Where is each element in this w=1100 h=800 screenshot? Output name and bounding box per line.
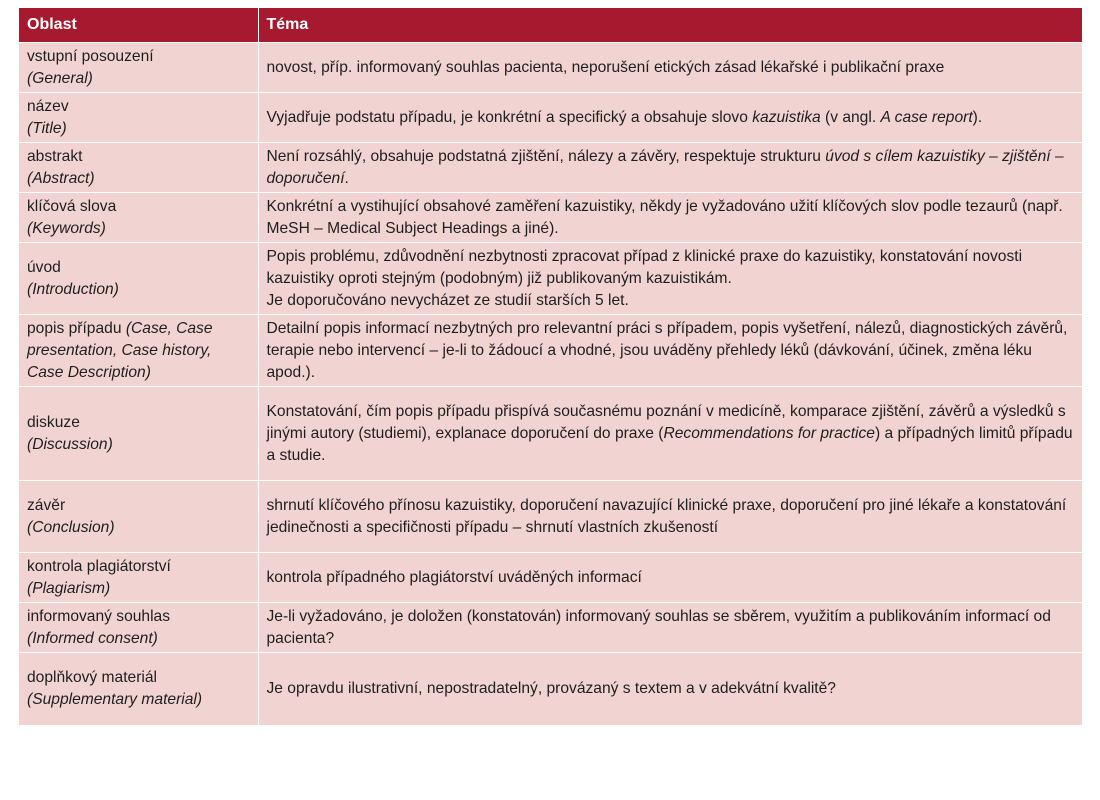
topic-text: Konkrétní a vystihující obsahové zaměření kazuistiky, někdy je vyžadováno užití klíčových slov podle tezaurů (např. MeSH – Medical Subject Headings a jiné).: [266, 197, 1063, 237]
area-cell: [19, 93, 258, 143]
area-name-en: (Plagiarism): [27, 579, 111, 597]
area-name-en: (Title): [27, 119, 67, 137]
area-name-en: (Abstract): [27, 169, 95, 187]
topic-cell: [258, 653, 1082, 725]
table-row: [19, 653, 1082, 725]
area-name-cz: popis případu: [27, 319, 122, 337]
table-row: [19, 43, 1082, 93]
table-body: [19, 43, 1082, 725]
area-name-en: (Informed consent): [27, 629, 158, 647]
topic-cell: [258, 143, 1082, 193]
area-name-cz: kontrola plagiátorství: [27, 557, 171, 575]
topic-text: ).: [972, 108, 983, 126]
area-name-cz: informovaný souhlas: [27, 607, 171, 625]
topic-text: kontrola případného plagiátorství uváděných informací: [266, 568, 642, 586]
topic-cell: [258, 243, 1082, 315]
area-cell: [19, 553, 258, 603]
area-cell: [19, 653, 258, 725]
area-name-en: (Conclusion): [27, 518, 115, 536]
topic-text-italic: kazuistika: [752, 108, 821, 126]
topic-text: ) a případných limitů případu a studie.: [266, 424, 1073, 464]
area-cell: [19, 243, 258, 315]
topic-text: shrnutí klíčového přínosu kazuistiky, doporučení navazující klinické praxe, doporučení pro jiné lékaře a konstatování jedinečnosti a specifičnosti případu – shrnutí vlastních zkušeností: [266, 496, 1067, 536]
table-header-row: [19, 8, 1082, 43]
topic-cell: [258, 93, 1082, 143]
topic-text-italic: úvod s cílem kazuistiky – zjištění – doporučení: [266, 147, 1064, 187]
topic-text: Není rozsáhlý, obsahuje podstatná zjištění, nálezy a závěry, respektuje strukturu: [266, 147, 826, 165]
header-tema: Téma: [258, 8, 1082, 43]
topic-text: .: [344, 169, 349, 187]
topic-text: Vyjadřuje podstatu případu, je konkrétní a specifický a obsahuje slovo: [266, 108, 753, 126]
topic-text-italic: A case report: [880, 108, 973, 126]
area-name-cz: úvod: [27, 258, 61, 276]
topic-text: novost, příp. informovaný souhlas pacienta, neporušení etických zásad lékařské i publikační praxe: [266, 58, 945, 76]
area-name-cz: klíčová slova: [27, 197, 117, 215]
area-name-cz: doplňkový materiál: [27, 668, 158, 686]
table-row: [19, 603, 1082, 653]
topic-cell: [258, 603, 1082, 653]
table-row: [19, 93, 1082, 143]
area-name-en: (Discussion): [27, 435, 113, 453]
area-cell: [19, 193, 258, 243]
area-cell: [19, 387, 258, 481]
area-cell: [19, 43, 258, 93]
topic-text: Je-li vyžadováno, je doložen (konstatován) informovaný souhlas se sběrem, využitím a publikováním informací od pacienta?: [266, 607, 1051, 647]
area-cell: [19, 481, 258, 553]
table-row: [19, 193, 1082, 243]
topic-cell: [258, 387, 1082, 481]
topic-cell: [258, 193, 1082, 243]
topic-cell: [258, 43, 1082, 93]
topic-text: Je opravdu ilustrativní, nepostradatelný, provázaný s textem a v adekvátní kvalitě?: [266, 679, 836, 697]
topic-text: Popis problému, zdůvodnění nezbytnosti zpracovat případ z klinické praxe do kazuistiky, konstatování novosti kazuistiky oproti stejným (podobným) již publikovaným kazuistikám.: [266, 247, 1023, 287]
topic-text: Konstatování, čím popis případu přispívá současnému poznání v medicíně, komparace zjištění, závěrů a výsledků s jinými autory (studiemi), explanace doporučení do praxe (: [266, 402, 1066, 442]
area-name-en: (Case, Case presentation, Case history, Case Description): [27, 319, 213, 381]
area-name-en: (Introduction): [27, 280, 119, 298]
area-name-cz: název: [27, 97, 69, 115]
table-row: [19, 243, 1082, 315]
area-cell: [19, 143, 258, 193]
topic-text: (v angl.: [820, 108, 881, 126]
topic-text: Detailní popis informací nezbytných pro relevantní práci s případem, popis vyšetření, nálezů, diagnostických závěrů, terapie nebo intervencí – je-li to žádoucí a vhodné, jsou uváděny přehledy léků (dávkování, účinek, změna léku apod.).: [266, 319, 1068, 381]
table-row: [19, 553, 1082, 603]
area-name-en: (Keywords): [27, 219, 106, 237]
area-name-cz: diskuze: [27, 413, 80, 431]
table-row: [19, 387, 1082, 481]
area-name-cz: vstupní posouzení: [27, 47, 154, 65]
area-name-en: (General): [27, 69, 93, 87]
header-oblast: Oblast: [19, 8, 258, 43]
area-cell: [19, 603, 258, 653]
table-row: [19, 481, 1082, 553]
area-name-cz: závěr: [27, 496, 66, 514]
table-row: [19, 315, 1082, 387]
topic-cell: [258, 315, 1082, 387]
area-name-en: (Supplementary material): [27, 690, 203, 708]
topic-text: Je doporučováno nevycházet ze studií starších 5 let.: [266, 291, 629, 309]
area-cell: [19, 315, 258, 387]
area-name-cz: abstrakt: [27, 147, 83, 165]
topic-text-italic: Recommendations for practice: [663, 424, 875, 442]
table-container: [19, 8, 1082, 725]
topic-cell: [258, 481, 1082, 553]
case-report-table: [19, 8, 1082, 725]
table-row: [19, 143, 1082, 193]
topic-cell: [258, 553, 1082, 603]
